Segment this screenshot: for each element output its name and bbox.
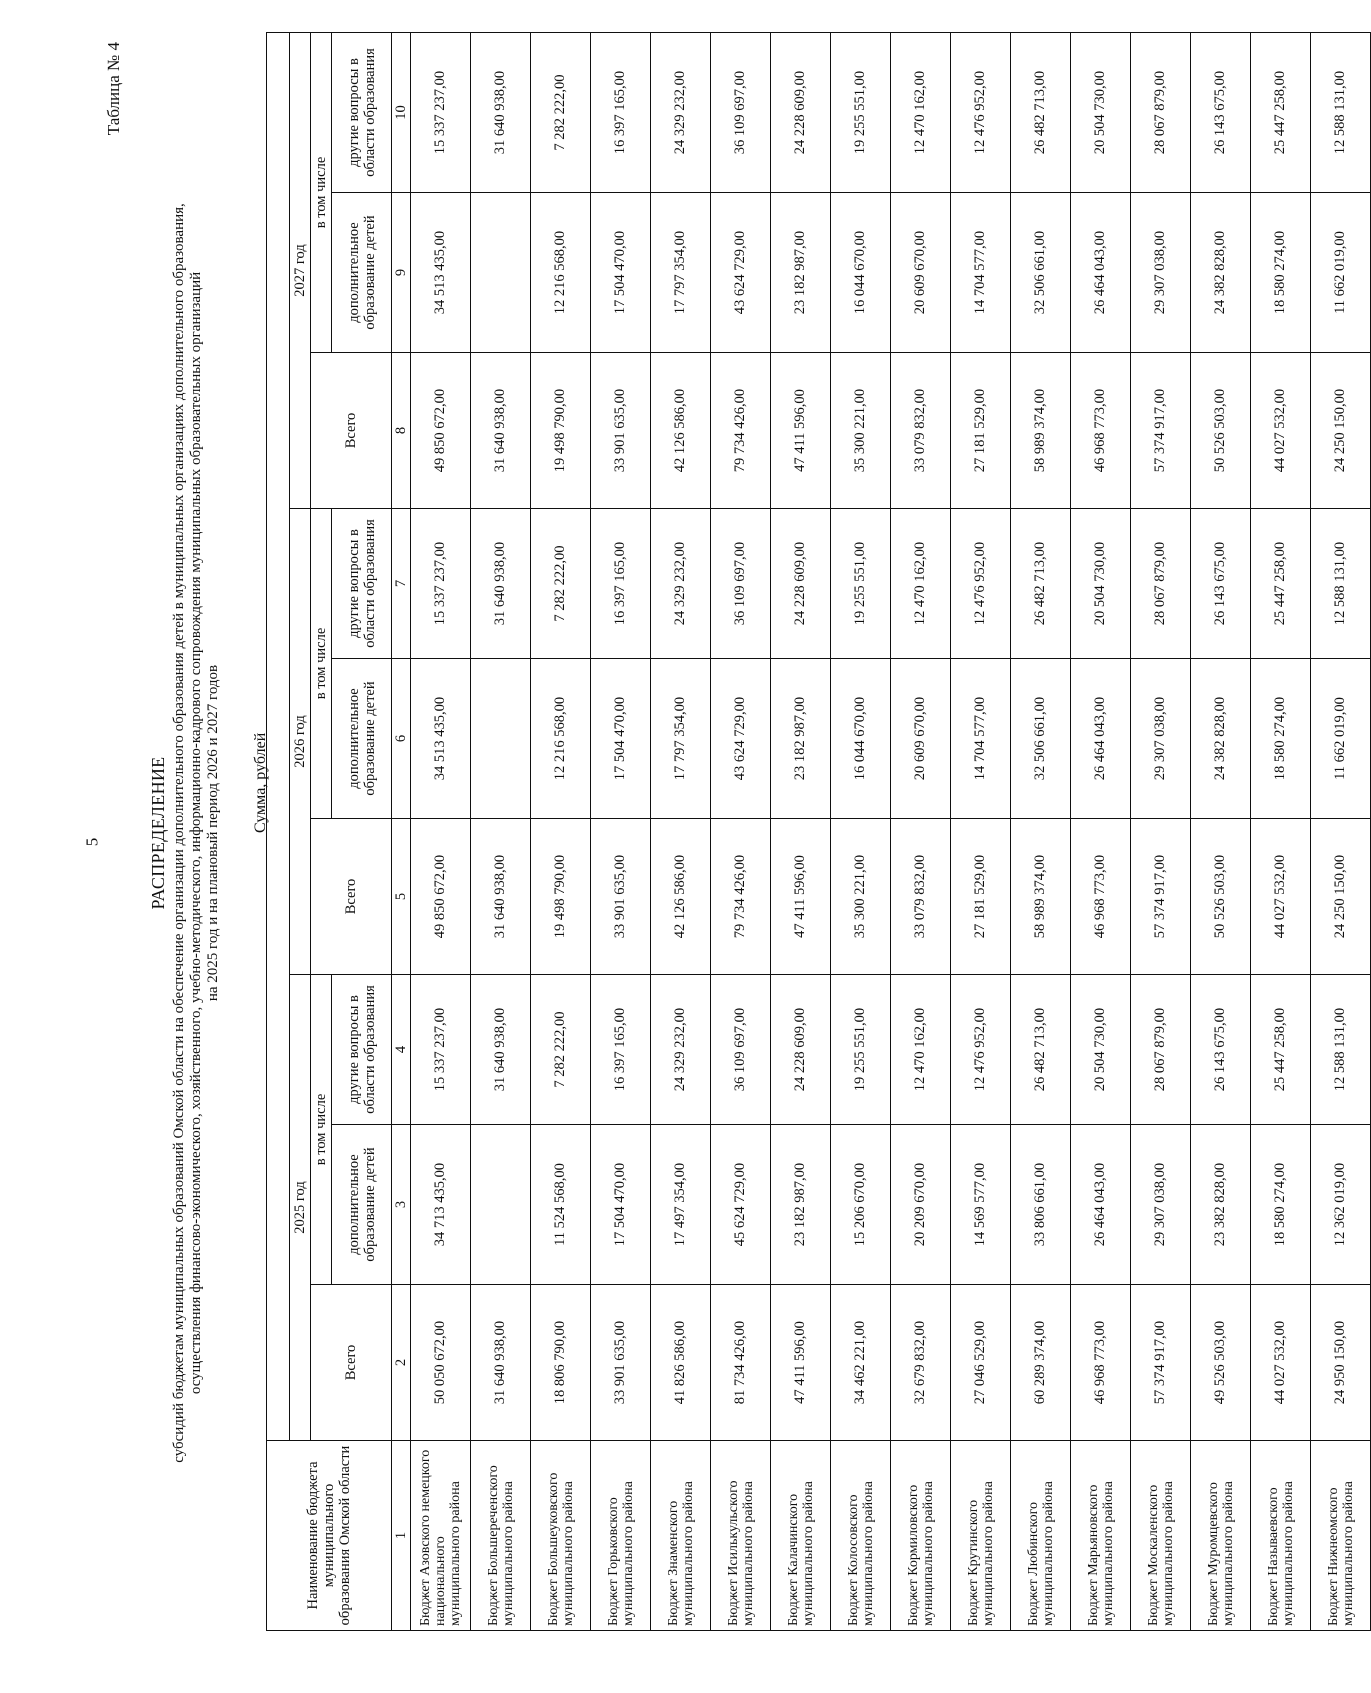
column-number: 1 xyxy=(392,1441,411,1631)
table-row xyxy=(651,33,711,1631)
amount-cell: 46 968 773,00 xyxy=(1071,1285,1131,1441)
budget-name-cell: Бюджет Крутинского муниципального района xyxy=(951,1441,1011,1631)
amount-cell: 50 526 503,00 xyxy=(1191,353,1251,509)
amount-cell: 16 397 165,00 xyxy=(591,975,651,1125)
header-additional-education: дополнительное образование детей xyxy=(332,1125,392,1285)
header-including: в том числе xyxy=(311,33,332,353)
amount-cell: 46 968 773,00 xyxy=(1071,353,1131,509)
header-other-education: другие вопросы в области образования xyxy=(332,33,392,193)
header-year-2026: 2026 год xyxy=(290,509,311,975)
amount-cell: 79 734 426,00 xyxy=(711,819,771,975)
amount-cell: 28 067 879,00 xyxy=(1131,975,1191,1125)
page-number: 5 xyxy=(82,837,102,847)
amount-cell: 12 476 952,00 xyxy=(951,975,1011,1125)
document-subtitle-line: субсидий бюджетам муниципальных образований Омской области на обеспечение организации дополнительного образования детей в муниципальных организациях дополнительного образования, xyxy=(171,203,187,1463)
amount-cell: 35 300 221,00 xyxy=(831,819,891,975)
amount-cell: 29 307 038,00 xyxy=(1131,1125,1191,1285)
table-row xyxy=(951,33,1011,1631)
amount-cell: 31 640 938,00 xyxy=(471,975,531,1125)
amount-cell: 33 901 635,00 xyxy=(591,1285,651,1441)
table-row xyxy=(411,33,471,1631)
amount-cell: 14 704 577,00 xyxy=(951,659,1011,819)
amount-cell: 49 526 503,00 xyxy=(1191,1285,1251,1441)
amount-cell: 18 580 274,00 xyxy=(1251,659,1311,819)
table-label: Таблица № 4 xyxy=(104,42,123,136)
budget-name-cell: Бюджет Любинского муниципального района xyxy=(1011,1441,1071,1631)
amount-cell: 43 624 729,00 xyxy=(711,659,771,819)
amount-cell: 50 050 672,00 xyxy=(411,1285,471,1441)
amount-cell xyxy=(471,659,531,819)
amount-cell: 33 079 832,00 xyxy=(891,819,951,975)
amount-cell: 17 497 354,00 xyxy=(651,1125,711,1285)
amount-cell: 14 704 577,00 xyxy=(951,193,1011,353)
amount-cell: 47 411 596,00 xyxy=(771,353,831,509)
header-name-column: Наименование бюджета муниципального образования Омской области xyxy=(267,1441,392,1631)
table-row xyxy=(1191,33,1251,1631)
amount-cell: 11 662 019,00 xyxy=(1311,659,1371,819)
amount-cell: 12 362 019,00 xyxy=(1311,1125,1371,1285)
amount-cell: 17 797 354,00 xyxy=(651,659,711,819)
amount-cell: 34 462 221,00 xyxy=(831,1285,891,1441)
amount-cell: 79 734 426,00 xyxy=(711,353,771,509)
amount-cell xyxy=(471,1125,531,1285)
amount-cell: 23 182 987,00 xyxy=(771,1125,831,1285)
amount-cell: 34 513 435,00 xyxy=(411,193,471,353)
amount-cell: 20 609 670,00 xyxy=(891,193,951,353)
amount-cell: 31 640 938,00 xyxy=(471,353,531,509)
column-number: 2 xyxy=(392,1285,411,1441)
amount-cell: 18 806 790,00 xyxy=(531,1285,591,1441)
table-row xyxy=(1071,33,1131,1631)
amount-cell: 16 397 165,00 xyxy=(591,509,651,659)
amount-cell: 49 850 672,00 xyxy=(411,353,471,509)
amount-cell: 18 580 274,00 xyxy=(1251,193,1311,353)
header-total: Всего xyxy=(311,353,392,509)
amount-cell: 60 289 374,00 xyxy=(1011,1285,1071,1441)
amount-cell: 12 588 131,00 xyxy=(1311,33,1371,193)
table-row xyxy=(891,33,951,1631)
amount-cell: 44 027 532,00 xyxy=(1251,1285,1311,1441)
amount-cell: 33 806 661,00 xyxy=(1011,1125,1071,1285)
amount-cell: 81 734 426,00 xyxy=(711,1285,771,1441)
amount-cell: 15 337 237,00 xyxy=(411,33,471,193)
budget-name-cell: Бюджет Знаменского муниципального района xyxy=(651,1441,711,1631)
amount-cell: 44 027 532,00 xyxy=(1251,353,1311,509)
document-heading xyxy=(148,103,222,1563)
amount-cell: 36 109 697,00 xyxy=(711,33,771,193)
amount-cell: 28 067 879,00 xyxy=(1131,33,1191,193)
amount-cell: 42 126 586,00 xyxy=(651,819,711,975)
amount-cell: 19 255 551,00 xyxy=(831,509,891,659)
amount-cell: 20 504 730,00 xyxy=(1071,33,1131,193)
units-label: Сумма, рублей xyxy=(252,732,269,833)
amount-cell: 25 447 258,00 xyxy=(1251,33,1311,193)
table-row xyxy=(831,33,891,1631)
amount-cell: 12 216 568,00 xyxy=(531,659,591,819)
column-number: 8 xyxy=(392,353,411,509)
amount-cell: 26 143 675,00 xyxy=(1191,33,1251,193)
amount-cell: 19 498 790,00 xyxy=(531,819,591,975)
header-total: Всего xyxy=(311,1285,392,1441)
amount-cell: 24 228 609,00 xyxy=(771,509,831,659)
amount-cell: 15 337 237,00 xyxy=(411,509,471,659)
amount-cell: 31 640 938,00 xyxy=(471,819,531,975)
amount-cell: 24 382 828,00 xyxy=(1191,659,1251,819)
amount-cell: 33 901 635,00 xyxy=(591,819,651,975)
budget-name-cell: Бюджет Исилькульского муниципального района xyxy=(711,1441,771,1631)
amount-cell: 27 181 529,00 xyxy=(951,819,1011,975)
amount-cell: 12 470 162,00 xyxy=(891,509,951,659)
amount-cell: 47 411 596,00 xyxy=(771,819,831,975)
amount-cell: 19 255 551,00 xyxy=(831,975,891,1125)
budget-name-cell: Бюджет Большеуковского муниципального района xyxy=(531,1441,591,1631)
column-number: 10 xyxy=(392,33,411,193)
amount-cell: 26 143 675,00 xyxy=(1191,509,1251,659)
amount-cell: 26 482 713,00 xyxy=(1011,33,1071,193)
header-other-education: другие вопросы в области образования xyxy=(332,509,392,659)
amount-cell: 33 079 832,00 xyxy=(891,353,951,509)
document-title: РАСПРЕДЕЛЕНИЕ xyxy=(148,756,168,910)
amount-cell: 32 679 832,00 xyxy=(891,1285,951,1441)
amount-cell: 25 447 258,00 xyxy=(1251,509,1311,659)
budget-name-cell: Бюджет Горьковского муниципального района xyxy=(591,1441,651,1631)
amount-cell: 24 329 232,00 xyxy=(651,509,711,659)
header-including: в том числе xyxy=(311,975,332,1285)
amount-cell: 24 228 609,00 xyxy=(771,33,831,193)
amount-cell: 24 950 150,00 xyxy=(1311,1285,1371,1441)
amount-cell: 26 482 713,00 xyxy=(1011,975,1071,1125)
column-number: 6 xyxy=(392,659,411,819)
header-year-2027: 2027 год xyxy=(290,33,311,509)
budget-name-cell: Бюджет Колосовского муниципального района xyxy=(831,1441,891,1631)
amount-cell: 57 374 917,00 xyxy=(1131,819,1191,975)
amount-cell: 32 506 661,00 xyxy=(1011,193,1071,353)
amount-cell: 15 206 670,00 xyxy=(831,1125,891,1285)
amount-cell: 20 209 670,00 xyxy=(891,1125,951,1285)
amount-cell: 31 640 938,00 xyxy=(471,33,531,193)
amount-cell: 24 382 828,00 xyxy=(1191,193,1251,353)
amount-cell: 19 498 790,00 xyxy=(531,353,591,509)
amount-cell: 44 027 532,00 xyxy=(1251,819,1311,975)
budget-name-cell: Бюджет Большереченского муниципального района xyxy=(471,1441,531,1631)
amount-cell: 23 182 987,00 xyxy=(771,193,831,353)
amount-cell: 26 143 675,00 xyxy=(1191,975,1251,1125)
budget-name-cell: Бюджет Москаленского муниципального района xyxy=(1131,1441,1191,1631)
amount-cell: 34 713 435,00 xyxy=(411,1125,471,1285)
amount-cell: 20 504 730,00 xyxy=(1071,975,1131,1125)
amount-cell: 47 411 596,00 xyxy=(771,1285,831,1441)
amount-cell: 33 901 635,00 xyxy=(591,353,651,509)
amount-cell: 18 580 274,00 xyxy=(1251,1125,1311,1285)
amount-cell: 20 609 670,00 xyxy=(891,659,951,819)
amount-cell: 12 476 952,00 xyxy=(951,33,1011,193)
amount-cell: 57 374 917,00 xyxy=(1131,1285,1191,1441)
amount-cell: 34 513 435,00 xyxy=(411,659,471,819)
amount-cell: 24 329 232,00 xyxy=(651,975,711,1125)
amount-cell: 32 506 661,00 xyxy=(1011,659,1071,819)
amount-cell: 36 109 697,00 xyxy=(711,509,771,659)
amount-cell: 45 624 729,00 xyxy=(711,1125,771,1285)
table-row xyxy=(1311,33,1371,1631)
header-total: Всего xyxy=(311,819,392,975)
amount-cell: 26 482 713,00 xyxy=(1011,509,1071,659)
amount-cell: 25 447 258,00 xyxy=(1251,975,1311,1125)
budget-name-cell: Бюджет Кормиловского муниципального района xyxy=(891,1441,951,1631)
amount-cell: 29 307 038,00 xyxy=(1131,659,1191,819)
amount-cell: 27 181 529,00 xyxy=(951,353,1011,509)
amount-cell: 17 504 470,00 xyxy=(591,193,651,353)
column-number: 4 xyxy=(392,975,411,1125)
amount-cell: 7 282 222,00 xyxy=(531,975,591,1125)
amount-cell: 43 624 729,00 xyxy=(711,193,771,353)
amount-cell: 12 476 952,00 xyxy=(951,509,1011,659)
amount-cell: 58 989 374,00 xyxy=(1011,353,1071,509)
amount-cell: 15 337 237,00 xyxy=(411,975,471,1125)
budget-name-cell: Бюджет Нижнеомского муниципального района xyxy=(1311,1441,1371,1631)
amount-cell: 26 464 043,00 xyxy=(1071,193,1131,353)
table-row xyxy=(771,33,831,1631)
amount-cell: 17 504 470,00 xyxy=(591,659,651,819)
amount-cell: 50 526 503,00 xyxy=(1191,819,1251,975)
amount-cell: 16 397 165,00 xyxy=(591,33,651,193)
header-additional-education: дополнительное образование детей xyxy=(332,659,392,819)
amount-cell: 12 588 131,00 xyxy=(1311,509,1371,659)
table-row xyxy=(1011,33,1071,1631)
budget-name-cell: Бюджет Калачинского муниципального района xyxy=(771,1441,831,1631)
amount-cell: 14 569 577,00 xyxy=(951,1125,1011,1285)
table-row xyxy=(531,33,591,1631)
amount-cell xyxy=(471,193,531,353)
header-including: в том числе xyxy=(311,509,332,819)
amount-cell: 49 850 672,00 xyxy=(411,819,471,975)
amount-cell: 27 046 529,00 xyxy=(951,1285,1011,1441)
amount-cell: 46 968 773,00 xyxy=(1071,819,1131,975)
amount-cell: 12 216 568,00 xyxy=(531,193,591,353)
amount-cell: 42 126 586,00 xyxy=(651,353,711,509)
header-other-education: другие вопросы в области образования xyxy=(332,975,392,1125)
column-number: 7 xyxy=(392,509,411,659)
table-row xyxy=(1131,33,1191,1631)
budget-name-cell: Бюджет Муромцевского муниципального района xyxy=(1191,1441,1251,1631)
amount-cell: 26 464 043,00 xyxy=(1071,1125,1131,1285)
column-number: 5 xyxy=(392,819,411,975)
amount-cell: 31 640 938,00 xyxy=(471,1285,531,1441)
amount-cell: 16 044 670,00 xyxy=(831,659,891,819)
budget-name-cell: Бюджет Марьяновского муниципального района xyxy=(1071,1441,1131,1631)
amount-cell: 57 374 917,00 xyxy=(1131,353,1191,509)
amount-cell: 12 470 162,00 xyxy=(891,33,951,193)
table-row xyxy=(471,33,531,1631)
amount-cell: 23 182 987,00 xyxy=(771,659,831,819)
distribution-table xyxy=(266,32,1371,1631)
amount-cell: 24 250 150,00 xyxy=(1311,819,1371,975)
amount-cell: 26 464 043,00 xyxy=(1071,659,1131,819)
amount-cell: 12 470 162,00 xyxy=(891,975,951,1125)
amount-cell: 11 524 568,00 xyxy=(531,1125,591,1285)
amount-cell: 16 044 670,00 xyxy=(831,193,891,353)
header-additional-education: дополнительное образование детей xyxy=(332,193,392,353)
amount-cell: 19 255 551,00 xyxy=(831,33,891,193)
column-number: 9 xyxy=(392,193,411,353)
amount-cell: 24 228 609,00 xyxy=(771,975,831,1125)
document-subtitle-line: на 2025 год и на плановый период 2026 и 2027 годов xyxy=(205,664,221,1002)
amount-cell: 23 382 828,00 xyxy=(1191,1125,1251,1285)
amount-cell: 20 504 730,00 xyxy=(1071,509,1131,659)
amount-cell: 58 989 374,00 xyxy=(1011,819,1071,975)
table-row xyxy=(711,33,771,1631)
table-row xyxy=(1251,33,1311,1631)
amount-cell: 24 250 150,00 xyxy=(1311,353,1371,509)
amount-cell: 36 109 697,00 xyxy=(711,975,771,1125)
header-units-spacer xyxy=(267,33,290,1441)
amount-cell: 35 300 221,00 xyxy=(831,353,891,509)
amount-cell: 29 307 038,00 xyxy=(1131,193,1191,353)
amount-cell: 7 282 222,00 xyxy=(531,33,591,193)
amount-cell: 17 504 470,00 xyxy=(591,1125,651,1285)
budget-name-cell: Бюджет Называевского муниципального района xyxy=(1251,1441,1311,1631)
table-row xyxy=(591,33,651,1631)
amount-cell: 41 826 586,00 xyxy=(651,1285,711,1441)
amount-cell: 11 662 019,00 xyxy=(1311,193,1371,353)
amount-cell: 7 282 222,00 xyxy=(531,509,591,659)
budget-name-cell: Бюджет Азовского немецкого национального муниципального района xyxy=(411,1441,471,1631)
table-body xyxy=(411,33,1371,1631)
amount-cell: 28 067 879,00 xyxy=(1131,509,1191,659)
amount-cell: 17 797 354,00 xyxy=(651,193,711,353)
amount-cell: 12 588 131,00 xyxy=(1311,975,1371,1125)
header-year-2025: 2025 год xyxy=(290,975,311,1441)
amount-cell: 31 640 938,00 xyxy=(471,509,531,659)
column-number: 3 xyxy=(392,1125,411,1285)
amount-cell: 24 329 232,00 xyxy=(651,33,711,193)
document-subtitle-line: осуществления финансово-экономического, хозяйственного, учебно-методического, информационно-кадрового сопровождения муниципальных образовательных организаций xyxy=(188,271,204,1395)
